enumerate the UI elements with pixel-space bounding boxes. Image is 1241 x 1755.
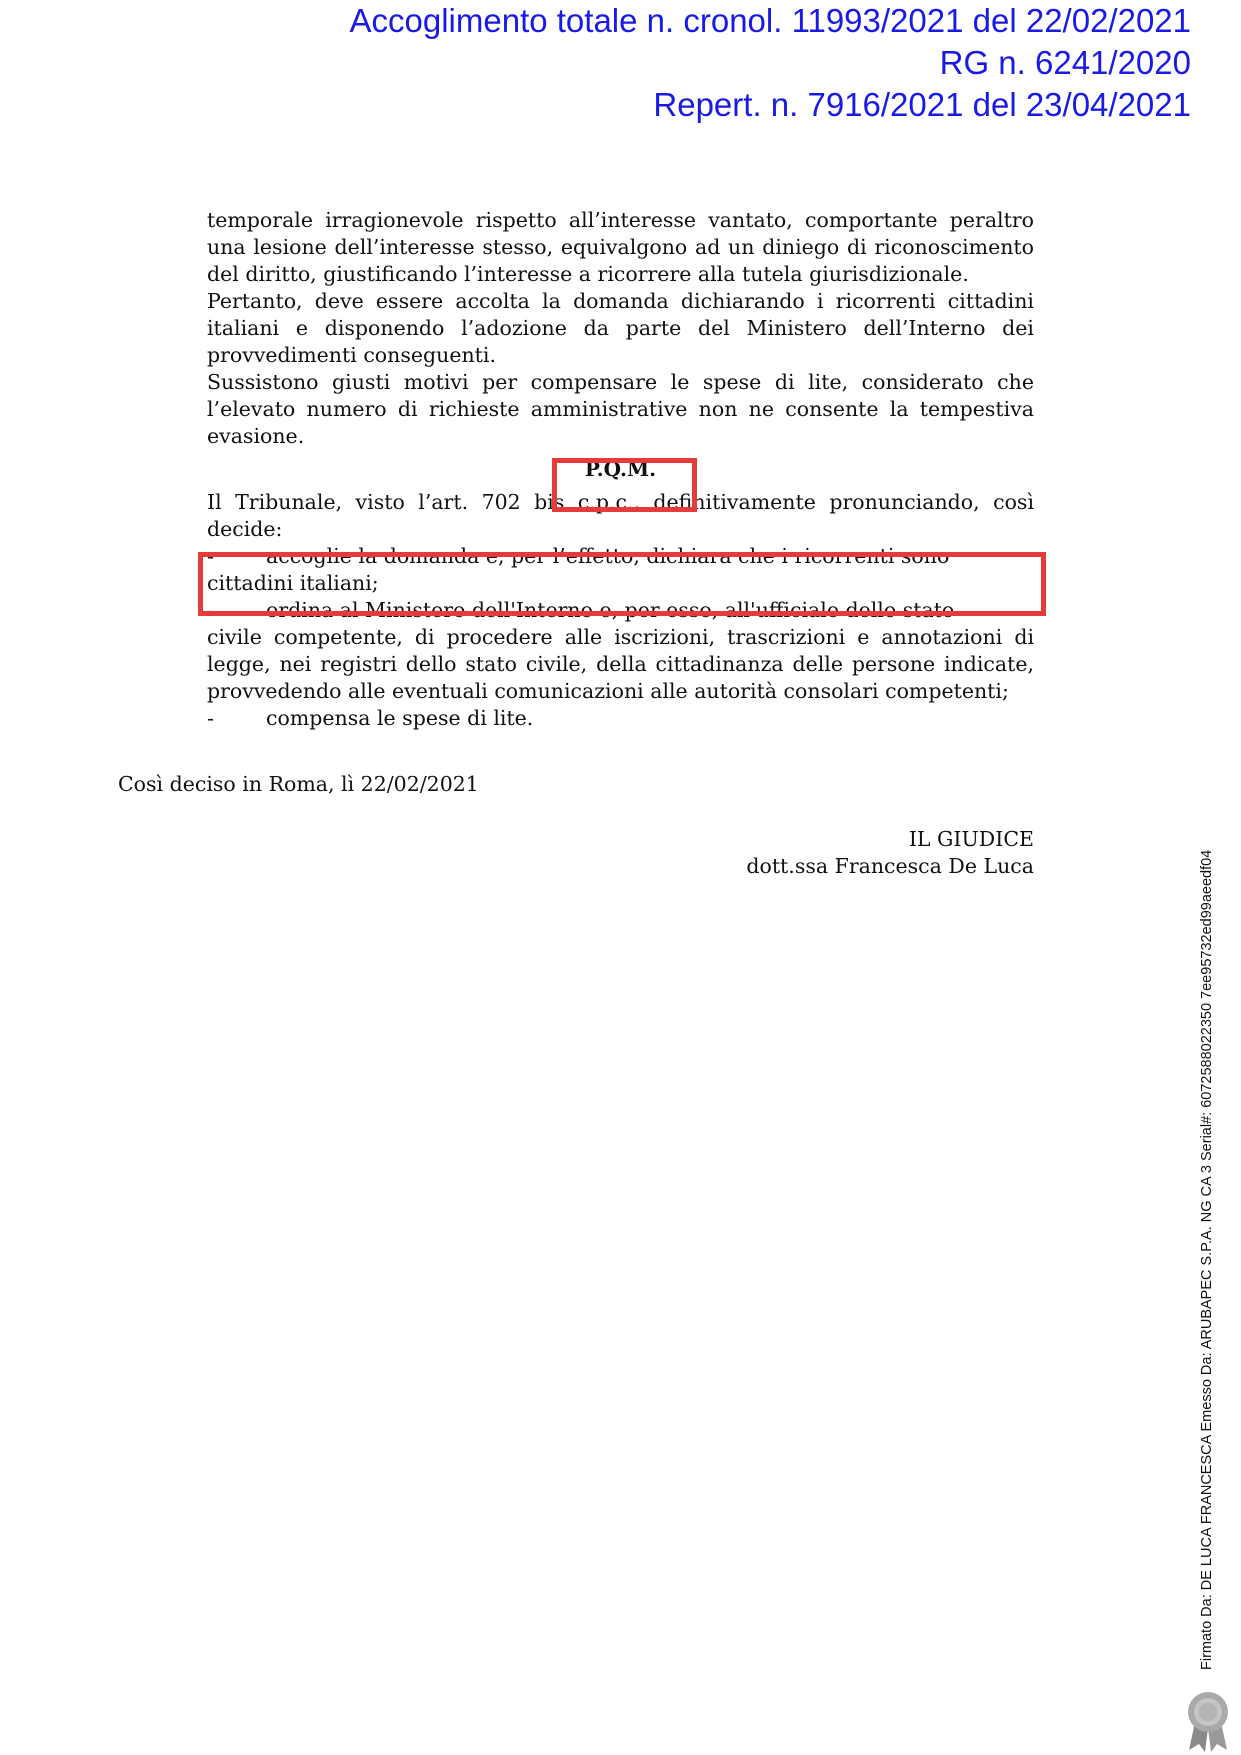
document-header — [350, 0, 1192, 126]
digital-signature-stamp: Firmato Da: DE LUCA FRANCESCA Emesso Da: ARUBAPEC S.P.A. NG CA 3 Serial#: 6072588022350 7ee95732ed99aeedf04 — [1199, 849, 1215, 1670]
list-item-text-start: compensa le spese di lite. — [266, 706, 534, 730]
list-item-text-start: accoglie la domanda e, per l’effetto, dichiara che i ricorrenti sono — [266, 544, 950, 568]
paragraph-3: Sussistono giusti motivi per compensare le spese di lite, considerato che l’elevato numero di richieste amministrative non ne consente la tempestiva evasione. — [207, 370, 1034, 448]
paragraph-1: temporale irragionevole rispetto all’interesse vantato, comportante peraltro una lesione dell’interesse stesso, equivalgono ad un diniego di riconoscimento del diritto, giustificando l’interesse a ricorrere alla tutela giurisdizionale. — [207, 208, 1034, 286]
decision-highlight-box — [198, 552, 1046, 616]
pqm-highlight-box — [552, 458, 697, 512]
paragraph-4: Il Tribunale, visto l’art. 702 bis c.p.c., definitivamente pronunciando, così decide: — [207, 490, 1034, 541]
list-dash: - — [207, 544, 214, 568]
seal-icon — [1183, 1690, 1233, 1752]
list-item-text-rest: cittadini italiani; — [207, 571, 379, 595]
signature-title: IL GIUDICE — [908, 827, 1034, 851]
header-repert: Repert. n. 7916/2021 del 23/04/2021 — [653, 86, 1191, 123]
pqm-heading: P.Q.M. — [584, 457, 657, 481]
header-rg: RG n. 6241/2020 — [939, 44, 1191, 81]
closing-line: Così deciso in Roma, lì 22/02/2021 — [118, 772, 479, 796]
signature-name: dott.ssa Francesca De Luca — [746, 854, 1034, 878]
list-item — [207, 705, 1034, 732]
header-cronol: Accoglimento totale n. cronol. 11993/2021 del 22/02/2021 — [349, 2, 1191, 39]
paragraph-2: Pertanto, deve essere accolta la domanda dichiarando i ricorrenti cittadini italiani e disponendo l’adozione da parte del Ministero dell’Interno dei provvedimenti conseguenti. — [207, 289, 1034, 367]
signature-block — [746, 826, 1034, 880]
list-dash: - — [207, 706, 214, 730]
list-item-text-start: ordina al Ministero dell'Interno e, per esso, all'ufficiale dello stato — [266, 598, 955, 622]
list-item-text-rest: civile competente, di procedere alle iscrizioni, trascrizioni e annotazioni di legge, nei registri dello stato civile, della cittadinanza delle persone indicate, provvedendo alle eventuali comunicazioni alle autorità consolari competenti; — [207, 625, 1034, 703]
list-dash: - — [207, 598, 214, 622]
